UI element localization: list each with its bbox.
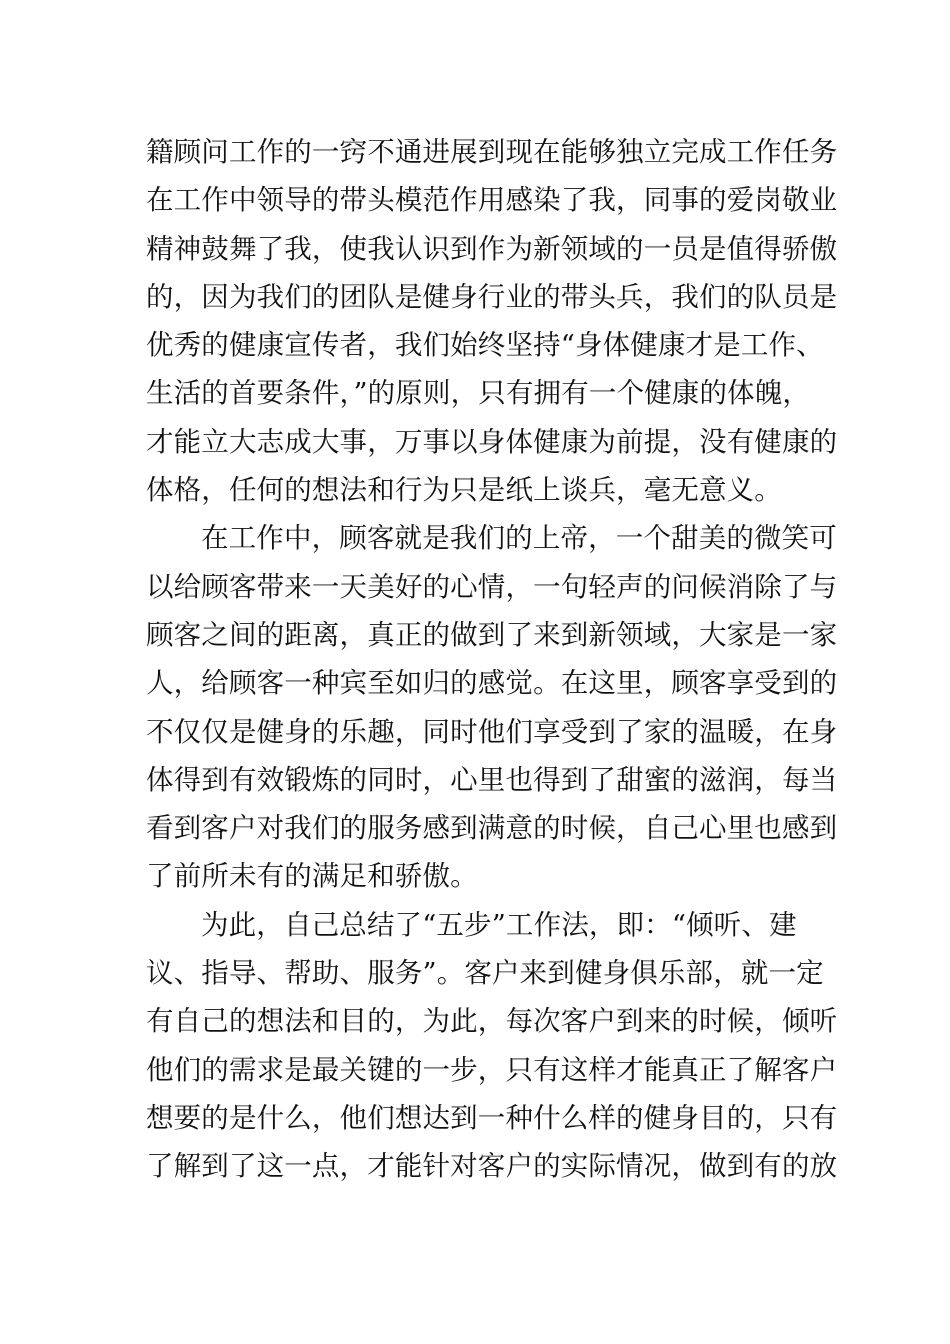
text-line: 他们的需求是最关键的一步，只有这样才能真正了解客户 (146, 1053, 838, 1086)
text-line: 了前所未有的满足和骄傲。 (146, 860, 478, 893)
text-line: 在工作中领导的带头模范作用感染了我，同事的爱岗敬业 (146, 184, 838, 217)
text-line: 体得到有效锻炼的同时，心里也得到了甜蜜的滋润，每当 (146, 763, 838, 796)
text-line: 顾客之间的距离，真正的做到了来到新领域，大家是一家 (146, 618, 838, 651)
paragraph-start-line: 在工作中，顾客就是我们的上帝，一个甜美的微笑可 (201, 522, 837, 555)
paragraph-start-line: 为此，自己总结了“五步”工作法，即：“倾听、建 (201, 908, 797, 941)
text-line: 才能立大志成大事，万事以身体健康为前提，没有健康的 (146, 425, 838, 458)
text-line: 人，给顾客一种宾至如归的感觉。在这里，顾客享受到的 (146, 667, 838, 700)
text-line: 籍顾问工作的一窍不通进展到现在能够独立完成工作任务 (146, 136, 838, 168)
text-line: 生活的首要条件，”的原则，只有拥有一个健康的体魄， (146, 377, 811, 410)
text-line: 有自己的想法和目的，为此，每次客户到来的时候，倾听 (146, 1005, 838, 1038)
text-line: 优秀的健康宣传者，我们始终坚持“身体健康才是工作、 (146, 329, 824, 362)
text-line: 想要的是什么，他们想达到一种什么样的健身目的，只有 (146, 1101, 838, 1134)
text-line: 了解到了这一点，才能针对客户的实际情况，做到有的放 (146, 1150, 838, 1183)
text-line: 体格，任何的想法和行为只是纸上谈兵，毫无意义。 (146, 474, 782, 507)
text-line: 的，因为我们的团队是健身行业的带头兵，我们的队员是 (146, 280, 838, 313)
text-line: 看到客户对我们的服务感到满意的时候，自己心里也感到 (146, 812, 838, 845)
document-body (146, 128, 838, 1191)
text-line: 议、指导、帮助、服务”。客户来到健身俱乐部，就一定 (146, 957, 824, 990)
text-line: 精神鼓舞了我，使我认识到作为新领域的一员是值得骄傲 (146, 232, 838, 265)
text-line: 以给顾客带来一天美好的心情，一句轻声的问候消除了与 (146, 570, 838, 603)
text-line: 不仅仅是健身的乐趣，同时他们享受到了家的温暖，在身 (146, 715, 838, 748)
